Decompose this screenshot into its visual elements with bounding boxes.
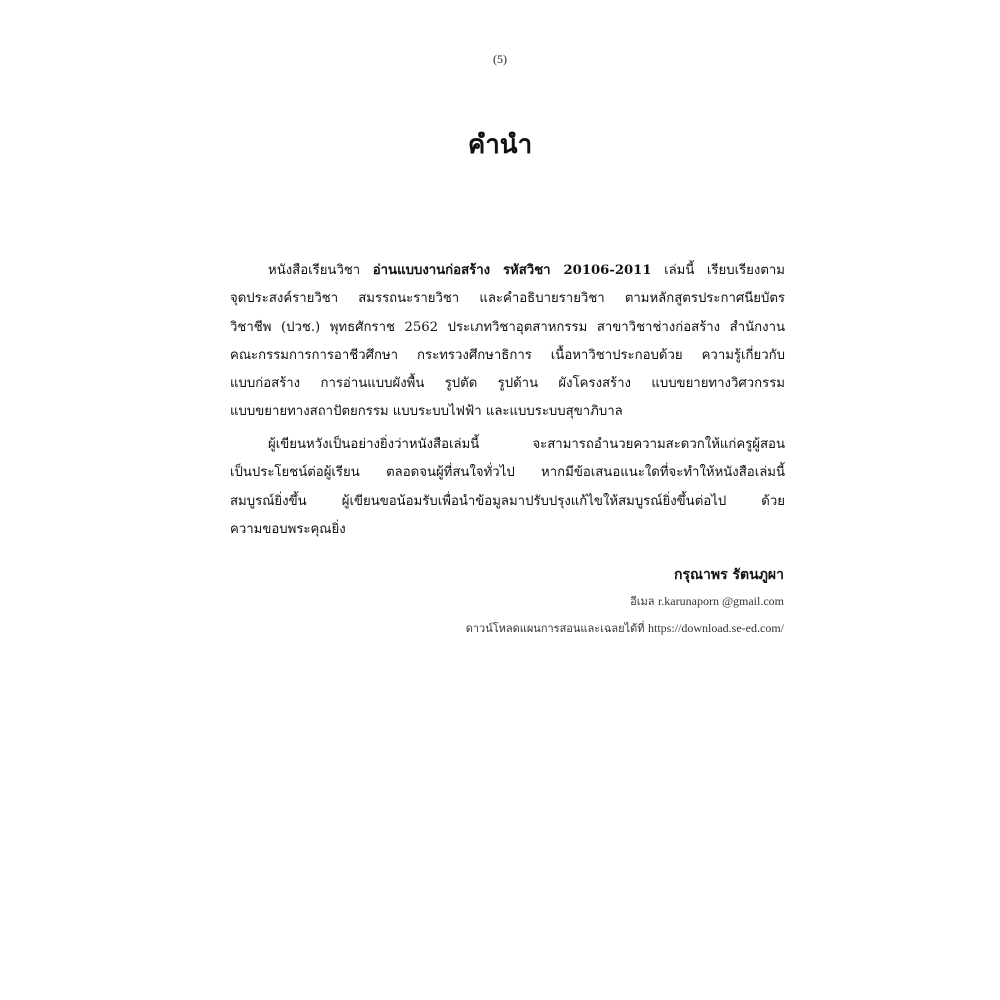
email-label: อีเมล: [630, 595, 658, 608]
paragraph-line: คณะกรรมการการอาชีวศึกษา กระทรวงศึกษาธิการ เนื้อหาวิชาประกอบด้วย ความรู้เกี่ยวกับ: [230, 347, 785, 363]
paragraph-line: ผู้เขียนหวังเป็นอย่างยิ่งว่าหนังสือเล่มนี้ จะสามารถอำนวยความสะดวกให้แก่ครูผู้สอน: [268, 437, 785, 452]
paragraph-line: [230, 257, 785, 285]
preface-paragraph-2: [230, 431, 785, 544]
download-line: [184, 619, 784, 637]
paragraph-line: แบบขยายทางสถาปัตยกรรม แบบระบบไฟฟ้า และแบบระบบสุขาภิบาล: [230, 404, 623, 420]
paragraph-line: เป็นประโยชน์ต่อผู้เรียน ตลอดจนผู้ที่สนใจทั่วไป หากมีข้อเสนอแนะใดที่จะทำให้หนังสือเล่มนี้: [230, 465, 785, 481]
author-email-line: [184, 592, 784, 610]
paragraph-line: จุดประสงค์รายวิชา สมรรถนะรายวิชา และคำอธิบายรายวิชา ตามหลักสูตรประกาศนียบัตร: [230, 291, 785, 307]
paragraph-line: สมบูรณ์ยิ่งขึ้น ผู้เขียนขอน้อมรับเพื่อนำข้อมูลมาปรับปรุงแก้ไขให้สมบูรณ์ยิ่งขึ้นต่อไป ด้วย: [230, 493, 785, 509]
author-name: กรุณาพร รัตนภูผา: [674, 567, 784, 583]
paragraph-line: แบบก่อสร้าง การอ่านแบบผังพื้น รูปตัด รูปด้าน ผังโครงสร้าง แบบขยายทางวิศวกรรม: [230, 376, 785, 392]
download-url: https://download.se-ed.com/: [648, 621, 784, 635]
paragraph-line: วิชาชีพ (ปวช.) พุทธศักราช 2562 ประเภทวิชาอุตสาหกรรม สาขาวิชาช่างก่อสร้าง สำนักงาน: [230, 319, 785, 335]
page-title: คำนำ: [467, 130, 533, 160]
preface-paragraph-1: [230, 257, 785, 427]
text-segment: เล่มนี้ เรียบเรียงตาม: [651, 263, 785, 278]
email-address: r.karunaporn @gmail.com: [657, 594, 784, 608]
paragraph-line: ความขอบพระคุณยิ่ง: [230, 521, 346, 537]
download-label: ดาวน์โหลดแผนการสอนและเฉลยได้ที่: [465, 622, 649, 635]
course-title: อ่านแบบงานก่อสร้าง รหัสวิชา 20106-2011: [372, 263, 652, 278]
page-number: (5): [493, 52, 507, 66]
text-segment: หนังสือเรียนวิชา: [268, 263, 373, 278]
